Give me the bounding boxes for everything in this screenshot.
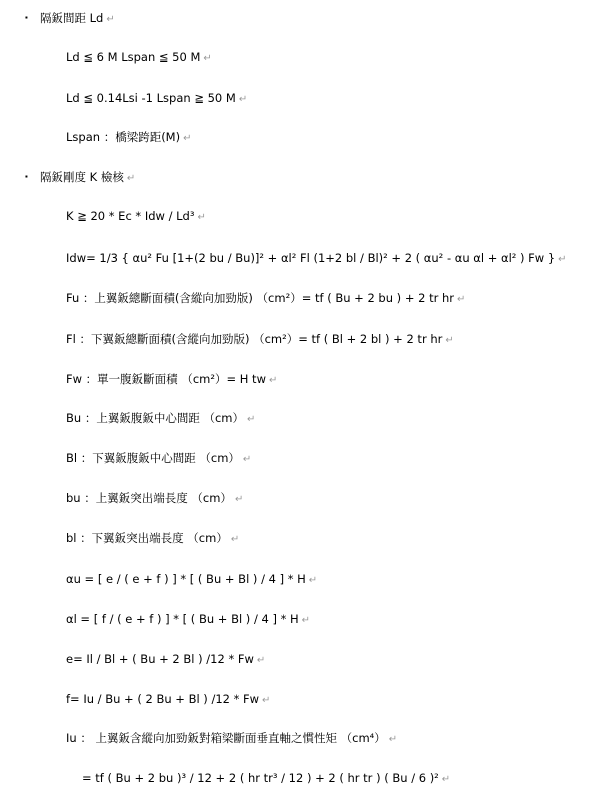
paragraph-mark-icon: ↵ (301, 615, 311, 626)
paragraph-mark-icon: ↵ (445, 335, 454, 346)
formula-line (66, 251, 567, 267)
formula-line (82, 771, 450, 787)
line-text: f= Iu / Bu + ( 2 Bu + Bl ) /12 * Fw (66, 692, 260, 706)
paragraph-mark-icon: ↵ (388, 734, 398, 745)
paragraph-mark-icon: ↵ (247, 414, 256, 425)
paragraph-mark-icon: ↵ (197, 212, 206, 223)
line-text: Bl ：下翼鈑腹鈑中心間距 （cm） (66, 451, 240, 465)
line-text: bl ：下翼鈑突出端長度 （cm） (66, 531, 228, 545)
bullet-icon: ▪ (25, 13, 28, 22)
section-heading (40, 170, 135, 186)
line-text: 隔鈑剛度 K 檢核 (40, 170, 124, 184)
formula-line (66, 572, 317, 588)
paragraph-mark-icon: ↵ (268, 375, 278, 386)
line-text: K ≧ 20 * Ec * Idw / Ld³ (66, 209, 195, 223)
paragraph-mark-icon: ↵ (126, 173, 136, 184)
paragraph-mark-icon: ↵ (183, 133, 192, 144)
formula-line (66, 731, 397, 747)
paragraph-mark-icon: ↵ (230, 534, 240, 545)
formula-line (66, 372, 277, 388)
formula-line (66, 130, 191, 146)
paragraph-mark-icon: ↵ (203, 53, 212, 64)
line-text: αu = [ e / ( e + f ) ] * [ ( Bu + Bl ) / 4 ] * H (66, 572, 306, 586)
paragraph-mark-icon: ↵ (262, 695, 271, 706)
section-heading (40, 11, 115, 27)
paragraph-mark-icon: ↵ (234, 494, 244, 505)
line-text: e= Il / Bl + ( Bu + 2 Bl ) /12 * Fw (66, 652, 254, 666)
formula-line (66, 531, 239, 547)
formula-line (66, 451, 251, 467)
paragraph-mark-icon: ↵ (457, 294, 466, 305)
line-text: Lspan ：橋梁跨距(M) (66, 130, 181, 144)
line-text: Bu ：上翼鈑腹鈑中心間距 （cm） (66, 411, 245, 425)
line-text: Fu ：上翼鈑總斷面積(含縱向加勁版) （cm²）= tf ( Bu + 2 bu ) + 2 tr hr (66, 291, 454, 305)
paragraph-mark-icon: ↵ (242, 454, 252, 465)
paragraph-mark-icon: ↵ (558, 254, 567, 265)
formula-line (66, 50, 212, 66)
line-text: Fw ：單一腹鈑斷面積 （cm²）= H tw (66, 372, 266, 386)
line-text: 隔鈑間距 Ld (40, 11, 104, 25)
paragraph-mark-icon: ↵ (256, 655, 266, 666)
line-text: Iu ： 上翼鈑含縱向加勁鈑對箱梁斷面垂直軸之慣性矩 （cm⁴） (66, 731, 386, 745)
formula-line (66, 612, 310, 628)
line-text: Ld ≦ 6 M Lspan ≦ 50 M (66, 50, 201, 64)
paragraph-mark-icon: ↵ (441, 774, 451, 785)
formula-line (66, 652, 265, 668)
formula-line (66, 332, 454, 348)
formula-line (66, 91, 247, 107)
bullet-icon: ▪ (25, 172, 28, 181)
formula-line (66, 209, 206, 225)
line-text: Ld ≦ 0.14Lsi -1 Lspan ≧ 50 M (66, 91, 236, 105)
formula-line (66, 411, 255, 427)
paragraph-mark-icon: ↵ (238, 94, 248, 105)
line-text: bu ：上翼鈑突出端長度 （cm） (66, 491, 232, 505)
formula-line (66, 692, 270, 708)
line-text: = tf ( Bu + 2 bu )³ / 12 + 2 ( hr tr³ / 12 ) + 2 ( hr tr ) ( Bu / 6 )² (82, 771, 439, 785)
line-text: αl = [ f / ( e + f ) ] * [ ( Bu + Bl ) / 4 ] * H (66, 612, 299, 626)
formula-line (66, 491, 243, 507)
line-text: Idw= 1/3 { αu² Fu [1+(2 bu / Bu)]² + αl² Fl (1+2 bl / Bl)² + 2 ( αu² - αu αl + αl² ) Fw } (66, 251, 556, 265)
paragraph-mark-icon: ↵ (308, 575, 318, 586)
line-text: Fl ：下翼鈑總斷面積(含縱向加勁版) （cm²）= tf ( Bl + 2 bl ) + 2 tr hr (66, 332, 443, 346)
formula-line (66, 291, 465, 307)
paragraph-mark-icon: ↵ (106, 14, 115, 25)
